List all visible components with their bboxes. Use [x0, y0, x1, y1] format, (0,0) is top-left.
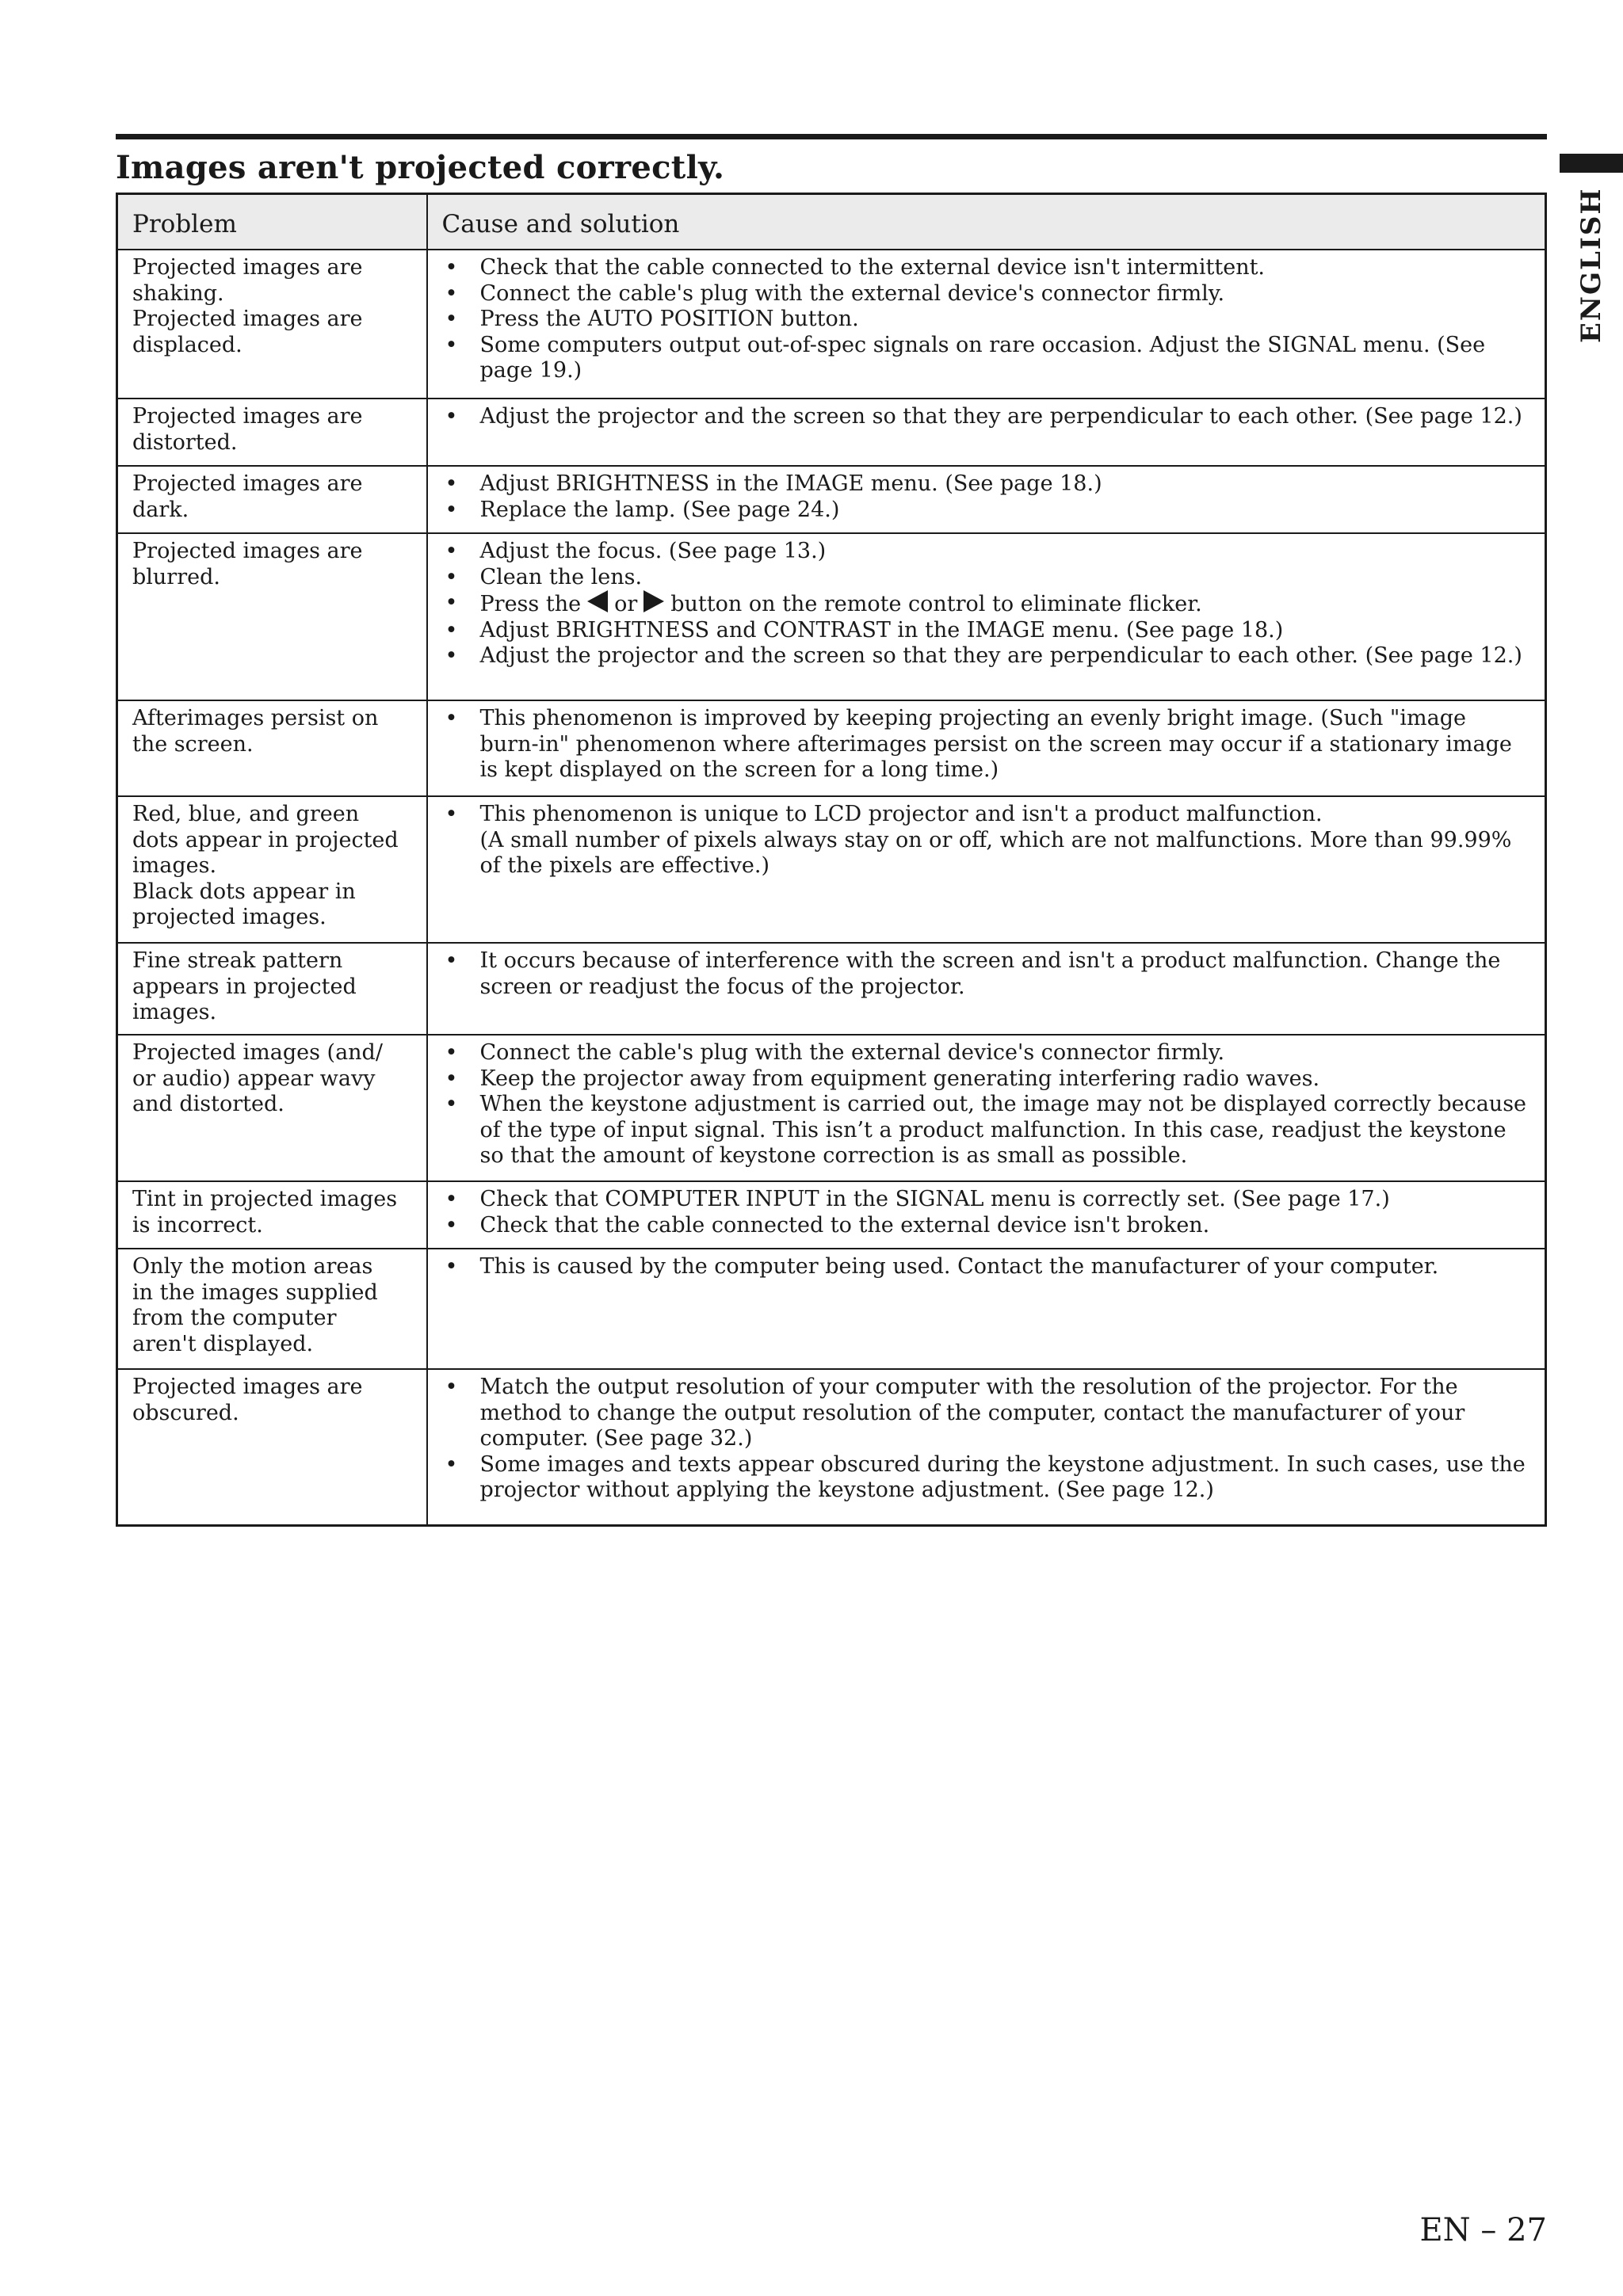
problem-cell: [117, 1369, 427, 1525]
solution-cell: [427, 1369, 1546, 1525]
problem-text: Projected images are: [132, 404, 363, 429]
table-row: [117, 1181, 1546, 1249]
problem-text: shaking.: [132, 280, 224, 306]
solution-item: • Replace the lamp. (See page 24.): [442, 498, 1531, 524]
problem-text: Afterimages persist on: [132, 706, 379, 730]
problem-cell: [117, 700, 427, 796]
problem-text: Tint in projected images: [132, 1187, 398, 1211]
solution-item: • Check that the cable connected to the external device isn't intermittent.: [442, 255, 1531, 281]
page-number: EN – 27: [1419, 2212, 1547, 2248]
solution-item: • It occurs because of interference with the screen and isn't a product malfunction. Change the screen or readjust the focus of the projector.: [442, 948, 1531, 1000]
top-rule: [116, 134, 1547, 139]
table-row: [117, 399, 1546, 466]
table-row: [117, 1035, 1546, 1181]
problem-cell: [117, 466, 427, 533]
solution-text: or: [614, 592, 638, 616]
solution-list: [442, 471, 1531, 523]
solution-item: • This is caused by the computer being used. Contact the manufacturer of your computer.: [442, 1254, 1531, 1280]
problem-text: aren't displayed.: [132, 1331, 314, 1356]
solution-item: • Match the output resolution of your computer with the resolution of the projector. For the method to change the output resolution of the computer, contact the manufacturer of your computer. (See page 32.): [442, 1375, 1531, 1452]
header-cause-solution: Cause and solution: [427, 194, 1546, 250]
language-tab-bar: [1560, 154, 1623, 173]
solution-cell: [427, 250, 1546, 399]
solution-list: [442, 404, 1531, 430]
solution-item: • Clean the lens.: [442, 565, 1531, 591]
solution-list: [442, 539, 1531, 669]
troubleshooting-table: [116, 193, 1547, 1527]
table-row: [117, 466, 1546, 533]
problem-cell: [117, 399, 427, 466]
solution-note: (A small number of pixels always stay on or off, which are not malfunctions. More than 99.99% of the pixels are effective.): [479, 827, 1512, 878]
solution-item: • Adjust the projector and the screen so that they are perpendicular to each other. (See page 12.): [442, 404, 1531, 430]
problem-text: blurred.: [132, 564, 220, 589]
solution-text: Press the: [479, 592, 582, 616]
solution-list: [442, 1040, 1531, 1169]
section-title: Images aren't projected correctly.: [116, 149, 725, 186]
problem-cell: [117, 1181, 427, 1249]
problem-cell: [117, 1249, 427, 1369]
table-row: [117, 533, 1546, 700]
problem-text: or audio) appear wavy: [132, 1066, 376, 1091]
problem-cell: [117, 943, 427, 1035]
problem-text: Projected images are: [132, 471, 363, 496]
solution-cell: [427, 466, 1546, 533]
problem-text: Projected images (and/: [132, 1040, 383, 1065]
problem-text: appears in projected: [132, 974, 357, 999]
table-row: [117, 250, 1546, 399]
solution-item: • This phenomenon is unique to LCD projector and isn't a product malfunction.: [442, 802, 1531, 828]
solution-item: • Adjust the projector and the screen so that they are perpendicular to each other. (See page 12.): [442, 643, 1531, 669]
solution-item: • Some images and texts appear obscured during the keystone adjustment. In such cases, use the projector without applying the keystone adjustment. (See page 12.): [442, 1452, 1531, 1504]
solution-item: • Keep the projector away from equipment generating interfering radio waves.: [442, 1066, 1531, 1093]
solution-cell: [427, 533, 1546, 700]
problem-text: Black dots appear in: [132, 879, 356, 904]
problem-text: Projected images are: [132, 1375, 363, 1399]
language-tab-label: ENGLISH: [1575, 187, 1607, 344]
header-problem: Problem: [117, 194, 427, 250]
problem-cell: [117, 533, 427, 700]
solution-item: • Press the AUTO POSITION button.: [442, 307, 1531, 333]
solution-item: [442, 590, 1531, 618]
solution-item: • Connect the cable's plug with the external device's connector firmly.: [442, 1040, 1531, 1066]
solution-list: [442, 255, 1531, 384]
problem-text: is incorrect.: [132, 1212, 263, 1238]
problem-text: the screen.: [132, 731, 254, 757]
solution-item: • When the keystone adjustment is carried out, the image may not be displayed correctly because of the type of input signal. This isn’t a product malfunction. In this case, readjust the keystone so that the amount of keystone correction is as small as possible.: [442, 1092, 1531, 1169]
solution-cell: [427, 1181, 1546, 1249]
problem-text: Projected images are: [132, 255, 363, 280]
solution-item: • Connect the cable's plug with the external device's connector firmly.: [442, 281, 1531, 307]
problem-text: and distorted.: [132, 1092, 285, 1116]
problem-text: displaced.: [132, 332, 242, 357]
problem-text: Fine streak pattern: [132, 948, 343, 973]
solution-list: [442, 1254, 1531, 1280]
solution-item: • Adjust BRIGHTNESS in the IMAGE menu. (See page 18.): [442, 471, 1531, 498]
problem-cell: [117, 796, 427, 943]
solution-cell: [427, 943, 1546, 1035]
solution-cell: [427, 700, 1546, 796]
table-row: [117, 1369, 1546, 1525]
problem-cell: [117, 1035, 427, 1181]
solution-text: button on the remote control to eliminate flicker.: [670, 592, 1202, 616]
problem-text: dots appear in projected: [132, 827, 399, 852]
solution-list: [442, 706, 1531, 784]
problem-cell: [117, 250, 427, 399]
solution-list: [442, 802, 1531, 879]
problem-text: images.: [132, 1000, 217, 1024]
right-arrow-icon: [643, 590, 664, 612]
solution-cell: [427, 1035, 1546, 1181]
table-header-row: [117, 194, 1546, 250]
left-arrow-icon: [587, 590, 608, 612]
solution-item: • Some computers output out-of-spec signals on rare occasion. Adjust the SIGNAL menu. (See page 19.): [442, 333, 1531, 384]
problem-text: Projected images are: [132, 307, 363, 331]
solution-list: [442, 1187, 1531, 1238]
problem-text: from the computer: [132, 1306, 337, 1330]
table-row: [117, 943, 1546, 1035]
solution-item: • Adjust BRIGHTNESS and CONTRAST in the IMAGE menu. (See page 18.): [442, 618, 1531, 644]
problem-text: Projected images are: [132, 539, 363, 563]
solution-item: • Adjust the focus. (See page 13.): [442, 539, 1531, 565]
problem-text: images.: [132, 853, 217, 878]
problem-text: obscured.: [132, 1400, 239, 1425]
solution-cell: [427, 796, 1546, 943]
problem-text: dark.: [132, 497, 189, 522]
solution-list: [442, 1375, 1531, 1504]
problem-text: distorted.: [132, 429, 238, 455]
problem-text: Only the motion areas: [132, 1254, 373, 1279]
solution-item: • Check that COMPUTER INPUT in the SIGNAL menu is correctly set. (See page 17.): [442, 1187, 1531, 1213]
solution-item: • Check that the cable connected to the external device isn't broken.: [442, 1213, 1531, 1239]
solution-cell: [427, 399, 1546, 466]
solution-cell: [427, 1249, 1546, 1369]
problem-text: Red, blue, and green: [132, 802, 360, 826]
table-row: [117, 700, 1546, 796]
solution-list: [442, 948, 1531, 1000]
problem-text: projected images.: [132, 905, 327, 929]
table-row: [117, 1249, 1546, 1369]
solution-item: • This phenomenon is improved by keeping projecting an evenly bright image. (Such "image burn-in" phenomenon where afterimages persist on the screen may occur if a stationary image is kept displayed on the screen for a long time.): [442, 706, 1531, 784]
problem-text: in the images supplied: [132, 1280, 378, 1305]
table-row: [117, 796, 1546, 943]
